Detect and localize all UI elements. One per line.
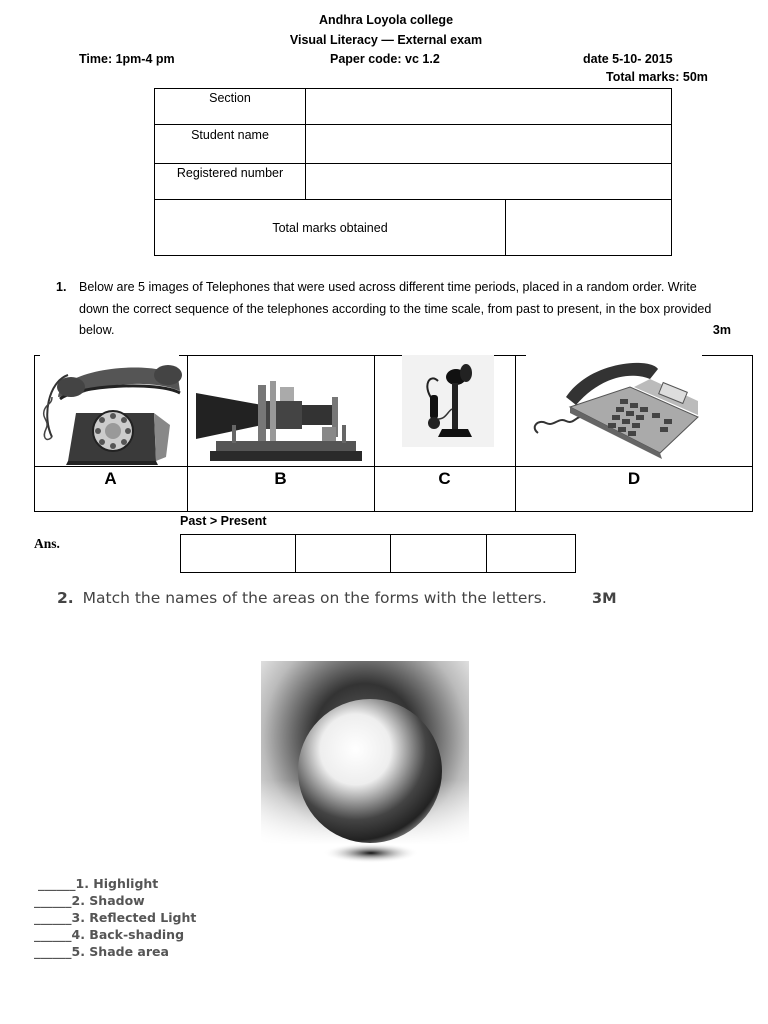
answer-box-4[interactable] <box>486 534 576 573</box>
college-name: Andhra Loyola college <box>318 13 454 27</box>
option-reflected-light: ______3. Reflected Light <box>34 910 197 925</box>
modern-desk-telephone-image <box>530 357 704 459</box>
student-name-field[interactable] <box>306 125 672 164</box>
q1-text: Below are 5 images of Telephones that were used across different time periods, placed in a random order. Write down the correct sequence of the telephones according to the time scale, from past to present, in the box provided below. <box>79 280 712 337</box>
label-b: B <box>274 469 287 488</box>
exam-title: Visual Literacy — External exam <box>289 33 483 47</box>
option-shade-area: ______5. Shade area <box>34 944 169 959</box>
option-shadow: ______2. Shadow <box>34 893 145 908</box>
option-back-shading: ______4. Back-shading <box>34 927 185 942</box>
section-label: Section <box>155 89 306 125</box>
answer-box-2[interactable] <box>295 534 391 573</box>
student-info-table <box>154 88 672 256</box>
paper-code: Paper code: vc 1.2 <box>330 52 440 66</box>
q1-marks: 3m <box>712 323 731 337</box>
question-2 <box>57 589 547 607</box>
match-options <box>34 875 196 960</box>
answer-box-3[interactable] <box>390 534 487 573</box>
student-name-label: Student name <box>155 125 306 164</box>
ans-label: Ans. <box>34 536 60 551</box>
option-highlight: ______1. Highlight <box>38 876 159 891</box>
q2-number: 2. <box>57 589 74 607</box>
candlestick-telephone-image <box>402 355 494 447</box>
telephone-table <box>34 355 753 512</box>
total-obtained-label: Total marks obtained <box>155 200 506 256</box>
label-d: D <box>627 469 641 488</box>
early-horn-telephone-image <box>192 367 370 465</box>
reg-number-label: Registered number <box>155 164 306 200</box>
q2-text: Match the names of the areas on the forms with the letters. <box>82 589 547 607</box>
answer-box-1[interactable] <box>180 534 296 573</box>
rotary-telephone-image <box>38 357 186 465</box>
exam-time: Time: 1pm-4 pm <box>79 52 175 66</box>
label-a: A <box>104 469 117 488</box>
total-marks: Total marks: 50m <box>606 70 708 84</box>
section-field[interactable] <box>306 89 672 125</box>
q2-marks: 3M <box>592 591 617 607</box>
label-c: C <box>438 469 451 488</box>
q1-number: 1. <box>56 280 67 294</box>
reg-number-field[interactable] <box>306 164 672 200</box>
shaded-sphere-image <box>261 661 469 877</box>
total-obtained-field[interactable] <box>506 200 672 256</box>
exam-date: date 5-10- 2015 <box>583 52 673 66</box>
past-present-label: Past > Present <box>180 514 267 528</box>
